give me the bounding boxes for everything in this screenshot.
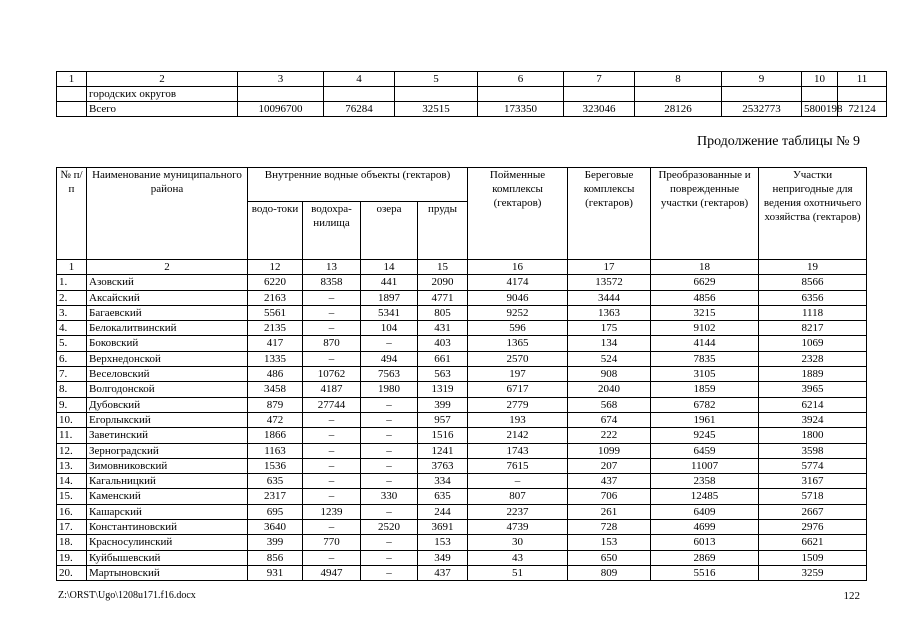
data-cell: 2040 xyxy=(568,382,651,397)
data-cell: 870 xyxy=(303,336,361,351)
data-cell: 3763 xyxy=(418,458,468,473)
data-cell: 3105 xyxy=(651,367,759,382)
header-floodplain: Пойменные комплексы (гектаров) xyxy=(468,168,568,260)
data-cell: 175 xyxy=(568,321,651,336)
data-cell: – xyxy=(303,489,361,504)
data-cell: 27744 xyxy=(303,397,361,412)
top-cell: городских округов xyxy=(87,87,238,102)
top-cell: 6 xyxy=(478,72,564,87)
column-number-cell: 2 xyxy=(87,260,248,275)
header-watercourses: водо-токи xyxy=(248,202,303,260)
district-name: Красносулинский xyxy=(87,535,248,550)
top-cell: Всего xyxy=(87,102,238,117)
data-cell: 5774 xyxy=(759,458,867,473)
table-row xyxy=(57,520,867,535)
data-cell: 1536 xyxy=(248,458,303,473)
column-number-cell: 19 xyxy=(759,260,867,275)
table-row xyxy=(57,336,867,351)
data-cell: 134 xyxy=(568,336,651,351)
data-cell: 1099 xyxy=(568,443,651,458)
data-cell: 2090 xyxy=(418,275,468,290)
data-cell: 13572 xyxy=(568,275,651,290)
top-cell: 28126 xyxy=(635,102,722,117)
data-cell: – xyxy=(361,428,418,443)
data-cell: 3965 xyxy=(759,382,867,397)
data-cell: 222 xyxy=(568,428,651,443)
data-cell: – xyxy=(303,305,361,320)
data-cell: 472 xyxy=(248,412,303,427)
data-cell: 3167 xyxy=(759,474,867,489)
top-cell: 4 xyxy=(324,72,395,87)
data-cell: 4144 xyxy=(651,336,759,351)
data-cell: – xyxy=(303,321,361,336)
data-cell: – xyxy=(303,428,361,443)
data-cell: 807 xyxy=(468,489,568,504)
table-row xyxy=(57,504,867,519)
page-number: 122 xyxy=(843,590,860,602)
data-cell: 6717 xyxy=(468,382,568,397)
data-cell: 2869 xyxy=(651,550,759,565)
data-cell: – xyxy=(361,412,418,427)
top-cell: 76284 xyxy=(324,102,395,117)
top-cell xyxy=(838,87,887,102)
data-cell: 6409 xyxy=(651,504,759,519)
data-cell: 1239 xyxy=(303,504,361,519)
column-number-cell: 17 xyxy=(568,260,651,275)
row-number: 7. xyxy=(57,367,87,382)
data-cell: 957 xyxy=(418,412,468,427)
district-name: Багаевский xyxy=(87,305,248,320)
data-cell: 43 xyxy=(468,550,568,565)
data-cell: 9252 xyxy=(468,305,568,320)
row-number: 13. xyxy=(57,458,87,473)
data-cell: 330 xyxy=(361,489,418,504)
data-cell: – xyxy=(361,565,418,580)
header-ponds: пруды xyxy=(418,202,468,260)
data-cell: – xyxy=(303,458,361,473)
data-cell: – xyxy=(303,443,361,458)
data-cell: 6013 xyxy=(651,535,759,550)
data-cell: 334 xyxy=(418,474,468,489)
district-name: Каменский xyxy=(87,489,248,504)
data-cell: 3444 xyxy=(568,290,651,305)
data-cell: 3640 xyxy=(248,520,303,535)
data-cell: 2317 xyxy=(248,489,303,504)
table-row xyxy=(57,397,867,412)
top-table-total-row xyxy=(57,102,887,117)
data-cell: – xyxy=(303,520,361,535)
data-cell: – xyxy=(361,474,418,489)
data-cell: 706 xyxy=(568,489,651,504)
data-cell: 4699 xyxy=(651,520,759,535)
data-cell: 3259 xyxy=(759,565,867,580)
row-number: 19. xyxy=(57,550,87,565)
data-cell: 1241 xyxy=(418,443,468,458)
data-cell: 7563 xyxy=(361,367,418,382)
data-cell: 2520 xyxy=(361,520,418,535)
data-cell: 244 xyxy=(418,504,468,519)
data-cell: 2779 xyxy=(468,397,568,412)
row-number: 5. xyxy=(57,336,87,351)
data-cell: 4771 xyxy=(418,290,468,305)
table-row xyxy=(57,367,867,382)
data-cell: 9102 xyxy=(651,321,759,336)
district-name: Заветинский xyxy=(87,428,248,443)
data-cell: 3215 xyxy=(651,305,759,320)
district-name: Белокалитвинский xyxy=(87,321,248,336)
top-cell: 2 xyxy=(87,72,238,87)
table-row xyxy=(57,305,867,320)
data-cell: 728 xyxy=(568,520,651,535)
data-cell: 5561 xyxy=(248,305,303,320)
column-number-cell: 16 xyxy=(468,260,568,275)
data-cell: 9245 xyxy=(651,428,759,443)
row-number: 11. xyxy=(57,428,87,443)
data-cell: 1516 xyxy=(418,428,468,443)
data-cell: 153 xyxy=(418,535,468,550)
data-cell: 5516 xyxy=(651,565,759,580)
data-cell: – xyxy=(468,474,568,489)
row-number: 8. xyxy=(57,382,87,397)
data-cell: 1335 xyxy=(248,351,303,366)
footer-file-path: Z:\ORST\Ugo\1208u171.f16.docx xyxy=(58,590,196,601)
data-cell: 486 xyxy=(248,367,303,382)
data-cell: – xyxy=(361,535,418,550)
data-cell: 1800 xyxy=(759,428,867,443)
data-cell: – xyxy=(361,550,418,565)
data-cell: 856 xyxy=(248,550,303,565)
top-cell xyxy=(324,87,395,102)
top-cell: 1 xyxy=(57,72,87,87)
data-cell: 30 xyxy=(468,535,568,550)
district-name: Волгодонской xyxy=(87,382,248,397)
data-cell: 4187 xyxy=(303,382,361,397)
district-name: Боковский xyxy=(87,336,248,351)
data-cell: 1859 xyxy=(651,382,759,397)
data-cell: 674 xyxy=(568,412,651,427)
top-cell xyxy=(722,87,802,102)
data-cell: 2570 xyxy=(468,351,568,366)
top-cell xyxy=(802,87,838,102)
top-table-city-row xyxy=(57,87,887,102)
top-cell xyxy=(564,87,635,102)
data-cell: 596 xyxy=(468,321,568,336)
row-number: 14. xyxy=(57,474,87,489)
data-cell: 1897 xyxy=(361,290,418,305)
top-cell: 5 xyxy=(395,72,478,87)
data-cell: 51 xyxy=(468,565,568,580)
header-coastal: Береговые комплексы (гектаров) xyxy=(568,168,651,260)
data-cell: – xyxy=(303,550,361,565)
data-cell: 1319 xyxy=(418,382,468,397)
top-cell xyxy=(478,87,564,102)
data-cell: 6459 xyxy=(651,443,759,458)
district-name: Мартыновский xyxy=(87,565,248,580)
data-cell: 931 xyxy=(248,565,303,580)
column-number-row xyxy=(57,260,867,275)
data-cell: – xyxy=(361,458,418,473)
top-cell: 2532773 xyxy=(722,102,802,117)
data-cell: 104 xyxy=(361,321,418,336)
row-number: 1. xyxy=(57,275,87,290)
data-cell: 9046 xyxy=(468,290,568,305)
top-cell xyxy=(57,102,87,117)
district-name: Егорлыкский xyxy=(87,412,248,427)
data-cell: – xyxy=(361,336,418,351)
data-cell: 437 xyxy=(418,565,468,580)
data-cell: 770 xyxy=(303,535,361,550)
data-cell: 417 xyxy=(248,336,303,351)
header-row-1 xyxy=(57,168,867,202)
data-cell: 809 xyxy=(568,565,651,580)
data-cell: – xyxy=(303,290,361,305)
data-cell: 1961 xyxy=(651,412,759,427)
data-cell: 2163 xyxy=(248,290,303,305)
data-cell: 1866 xyxy=(248,428,303,443)
row-number: 3. xyxy=(57,305,87,320)
header-lakes: озера xyxy=(361,202,418,260)
data-cell: 8358 xyxy=(303,275,361,290)
data-cell: 635 xyxy=(248,474,303,489)
top-cell: 10 xyxy=(802,72,838,87)
header-unsuitable: Участки непригодные для ведения охотничьего хозяйства (гектаров) xyxy=(759,168,867,260)
column-number-cell: 12 xyxy=(248,260,303,275)
column-number-cell: 13 xyxy=(303,260,361,275)
data-cell: 661 xyxy=(418,351,468,366)
data-cell: 2976 xyxy=(759,520,867,535)
top-cell xyxy=(635,87,722,102)
data-cell: 1163 xyxy=(248,443,303,458)
data-cell: – xyxy=(361,397,418,412)
data-cell: 12485 xyxy=(651,489,759,504)
column-number-cell: 1 xyxy=(57,260,87,275)
data-cell: 1365 xyxy=(468,336,568,351)
row-number: 2. xyxy=(57,290,87,305)
top-cell: 32515 xyxy=(395,102,478,117)
table-row xyxy=(57,474,867,489)
data-cell: 1069 xyxy=(759,336,867,351)
row-number: 6. xyxy=(57,351,87,366)
table-row xyxy=(57,412,867,427)
data-cell: 5341 xyxy=(361,305,418,320)
data-cell: 437 xyxy=(568,474,651,489)
data-cell: 207 xyxy=(568,458,651,473)
data-cell: 8217 xyxy=(759,321,867,336)
top-cell xyxy=(238,87,324,102)
data-cell: 349 xyxy=(418,550,468,565)
continuation-table-top xyxy=(56,71,887,117)
district-name: Зимовниковский xyxy=(87,458,248,473)
data-cell: 6214 xyxy=(759,397,867,412)
top-cell xyxy=(57,87,87,102)
district-name: Верхнедонской xyxy=(87,351,248,366)
data-cell: 1889 xyxy=(759,367,867,382)
row-number: 12. xyxy=(57,443,87,458)
top-cell: 173350 xyxy=(478,102,564,117)
column-number-cell: 15 xyxy=(418,260,468,275)
data-cell: 4947 xyxy=(303,565,361,580)
data-cell: 1509 xyxy=(759,550,867,565)
table-row xyxy=(57,565,867,580)
district-name: Кашарский xyxy=(87,504,248,519)
data-cell: 2135 xyxy=(248,321,303,336)
top-cell: 11 xyxy=(838,72,887,87)
district-name: Азовский xyxy=(87,275,248,290)
top-cell: 72124 xyxy=(838,102,887,117)
data-cell: 11007 xyxy=(651,458,759,473)
data-cell: 1980 xyxy=(361,382,418,397)
row-number: 17. xyxy=(57,520,87,535)
table-row xyxy=(57,535,867,550)
data-cell: 908 xyxy=(568,367,651,382)
table-row xyxy=(57,489,867,504)
header-inland-water: Внутренние водные объекты (гектаров) xyxy=(248,168,468,202)
district-name: Зерноградский xyxy=(87,443,248,458)
district-name: Аксайский xyxy=(87,290,248,305)
top-cell: 8 xyxy=(635,72,722,87)
data-cell: 2667 xyxy=(759,504,867,519)
data-cell: 524 xyxy=(568,351,651,366)
data-cell: 1118 xyxy=(759,305,867,320)
column-number-cell: 18 xyxy=(651,260,759,275)
data-cell: 3691 xyxy=(418,520,468,535)
district-name: Константиновский xyxy=(87,520,248,535)
row-number: 4. xyxy=(57,321,87,336)
data-cell: 4856 xyxy=(651,290,759,305)
table-row xyxy=(57,321,867,336)
data-cell: – xyxy=(303,474,361,489)
data-cell: 6356 xyxy=(759,290,867,305)
data-cell: 153 xyxy=(568,535,651,550)
data-cell: 2237 xyxy=(468,504,568,519)
data-cell: 650 xyxy=(568,550,651,565)
data-cell: 695 xyxy=(248,504,303,519)
data-cell: 563 xyxy=(418,367,468,382)
data-cell: 399 xyxy=(248,535,303,550)
data-cell: 441 xyxy=(361,275,418,290)
table-row xyxy=(57,550,867,565)
data-cell: 1743 xyxy=(468,443,568,458)
data-cell: 3458 xyxy=(248,382,303,397)
data-cell: 431 xyxy=(418,321,468,336)
top-table-header-row xyxy=(57,72,887,87)
row-number: 15. xyxy=(57,489,87,504)
top-cell: 7 xyxy=(564,72,635,87)
data-cell: 805 xyxy=(418,305,468,320)
header-name: Наименование муниципального района xyxy=(87,168,248,260)
data-cell: 261 xyxy=(568,504,651,519)
district-name: Веселовский xyxy=(87,367,248,382)
data-cell: 6621 xyxy=(759,535,867,550)
top-cell: 323046 xyxy=(564,102,635,117)
row-number: 16. xyxy=(57,504,87,519)
top-cell: 5800198 xyxy=(802,102,838,117)
main-data-table xyxy=(56,167,867,581)
data-cell: 2142 xyxy=(468,428,568,443)
column-number-cell: 14 xyxy=(361,260,418,275)
data-cell: 3924 xyxy=(759,412,867,427)
row-number: 9. xyxy=(57,397,87,412)
table-row xyxy=(57,428,867,443)
data-cell: – xyxy=(303,351,361,366)
row-number: 10. xyxy=(57,412,87,427)
data-cell: 6220 xyxy=(248,275,303,290)
data-cell: 635 xyxy=(418,489,468,504)
data-cell: 2328 xyxy=(759,351,867,366)
top-cell xyxy=(395,87,478,102)
district-name: Дубовский xyxy=(87,397,248,412)
data-cell: 879 xyxy=(248,397,303,412)
table-row xyxy=(57,458,867,473)
table-caption: Продолжение таблицы № 9 xyxy=(696,134,860,149)
row-number: 20. xyxy=(57,565,87,580)
data-cell: 3598 xyxy=(759,443,867,458)
data-cell: – xyxy=(361,504,418,519)
data-cell: 7615 xyxy=(468,458,568,473)
table-row xyxy=(57,290,867,305)
table-row xyxy=(57,443,867,458)
data-cell: 8566 xyxy=(759,275,867,290)
district-name: Куйбышевский xyxy=(87,550,248,565)
data-cell: 10762 xyxy=(303,367,361,382)
top-cell: 3 xyxy=(238,72,324,87)
data-cell: 5718 xyxy=(759,489,867,504)
data-cell: 568 xyxy=(568,397,651,412)
table-row xyxy=(57,351,867,366)
top-cell: 9 xyxy=(722,72,802,87)
table-row xyxy=(57,382,867,397)
data-cell: – xyxy=(303,412,361,427)
top-cell: 10096700 xyxy=(238,102,324,117)
data-cell: 6629 xyxy=(651,275,759,290)
header-transformed: Преобразованные и поврежденные участки (гектаров) xyxy=(651,168,759,260)
data-cell: 494 xyxy=(361,351,418,366)
data-cell: 403 xyxy=(418,336,468,351)
header-no: № п/п xyxy=(57,168,87,260)
data-cell: 4174 xyxy=(468,275,568,290)
table-row xyxy=(57,275,867,290)
data-cell: 1363 xyxy=(568,305,651,320)
data-cell: – xyxy=(361,443,418,458)
data-cell: 193 xyxy=(468,412,568,427)
data-cell: 6782 xyxy=(651,397,759,412)
data-cell: 7835 xyxy=(651,351,759,366)
district-name: Кагальницкий xyxy=(87,474,248,489)
data-cell: 4739 xyxy=(468,520,568,535)
row-number: 18. xyxy=(57,535,87,550)
header-reservoirs: водохра-нилища xyxy=(303,202,361,260)
data-cell: 2358 xyxy=(651,474,759,489)
data-cell: 197 xyxy=(468,367,568,382)
data-cell: 399 xyxy=(418,397,468,412)
